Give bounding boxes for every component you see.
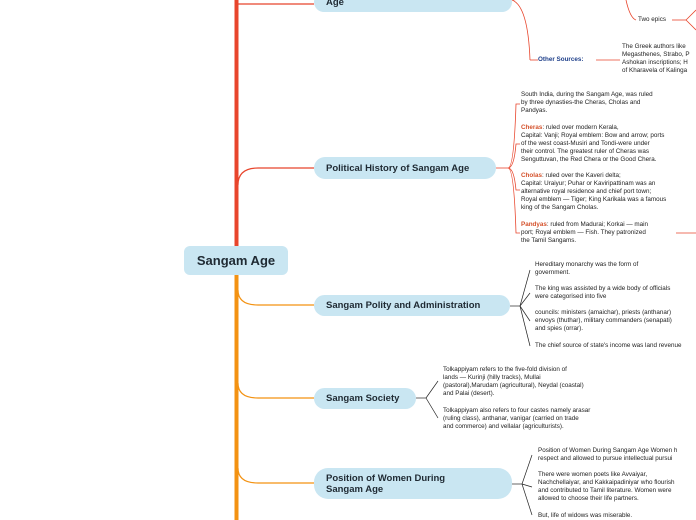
women-respect-text: Position of Women During Sangam Age Women h respect and allowed to pursue intellectual pursui bbox=[538, 447, 678, 462]
pandyas-text: : ruled from Madurai; Korkai — main port; Royal emblem — Fish. They patronized the Tamil Sangams. bbox=[521, 221, 649, 244]
society-tolkappiyam-castes-text: Tolkappiyam also refers to four castes namely arasar (ruling class), anthanar, vanigar (carried on trade and commerce) and vellalar (agriculturists). bbox=[443, 407, 591, 430]
women-widows-text: But, life of widows was miserable. bbox=[538, 512, 633, 519]
branch-polity-administration-label: Sangam Polity and Administration bbox=[326, 300, 481, 311]
women-connectors bbox=[512, 455, 532, 515]
pandyas-label: Pandyas bbox=[521, 221, 547, 228]
other-sources-label: Other Sources: bbox=[538, 56, 584, 63]
cholas-text: : ruled over the Kaveri delta; Capital: Uraiyur; Puhar or Kaviripattinam was an alternative royal residence and chief port town; Royal emblem — Tiger; King Karikala was a famous king of the Sangam Cholas. bbox=[521, 172, 667, 211]
cheras-text: : ruled over modern Kerala, Capital: Vanji; Royal emblem: Bow and arrow; ports of the west coast-Musiri and Tondi-were under their control. The greatest ruler of Cheras was Senguttuvan, the Red Chera or the Good Chera. bbox=[521, 124, 665, 163]
cholas-label: Cholas bbox=[521, 172, 542, 179]
polity-revenue-text: The chief source of state's income was land revenue bbox=[535, 342, 682, 349]
other-sources-text: The Greek authors like Megasthenes, Strabo, P Ashokan inscriptions; H of Kharavela of Kalinga bbox=[622, 43, 690, 74]
polity-connectors bbox=[510, 270, 530, 346]
women-poets-text: There were women poets like Avvaiyar, Nachchellaiyar, and Kakkaipadiniyar who flourish and contributed to Tamil literature. Women were allowed to choose their life partners. bbox=[538, 471, 675, 502]
polity-monarchy-text: Hereditary monarchy was the form of government. bbox=[535, 261, 639, 276]
branch-position-of-women-label: Position of Women During Sangam Age bbox=[326, 472, 446, 495]
branch-political-history-label: Political History of Sangam Age bbox=[326, 162, 470, 174]
cholas-text-block bbox=[521, 172, 666, 212]
root-node[interactable] bbox=[184, 246, 288, 275]
two-epics-text: Two epics bbox=[638, 16, 666, 23]
polity-officials-text: The king was assisted by a wide body of officials were categorised into five bbox=[535, 285, 671, 300]
cheras-label: Cheras bbox=[521, 124, 543, 131]
pandyas-text-block bbox=[521, 221, 648, 245]
branch-political-history[interactable] bbox=[314, 157, 496, 179]
branch-sangam-society[interactable] bbox=[314, 388, 416, 409]
branch-sources[interactable] bbox=[314, 0, 512, 12]
branch-position-of-women[interactable] bbox=[314, 468, 512, 499]
society-tolkappiyam-lands-text: Tolkappiyam refers to the five-fold division of lands — Kurinji (hilly tracks), Mullai (pastoral),Marudam (agricultural), Neydal (coastal) and Palai (desert). bbox=[443, 366, 584, 397]
root-label: Sangam Age bbox=[196, 253, 276, 268]
polity-councils-text: councils: ministers (amaichar), priests (anthanar) envoys (thuthar), military commanders (senapati) and spies (orrar). bbox=[535, 309, 672, 332]
branch-connectors bbox=[238, 4, 314, 483]
branch-sources-label: Age bbox=[326, 0, 344, 8]
cheras-text-block bbox=[521, 124, 664, 164]
society-connectors bbox=[416, 381, 438, 418]
branch-sangam-society-label: Sangam Society bbox=[326, 393, 400, 404]
branch-polity-administration[interactable] bbox=[314, 295, 510, 316]
political-intro-text: South India, during the Sangam Age, was ruled by three dynasties-the Cheras, Cholas and Pandyas. bbox=[521, 91, 653, 114]
